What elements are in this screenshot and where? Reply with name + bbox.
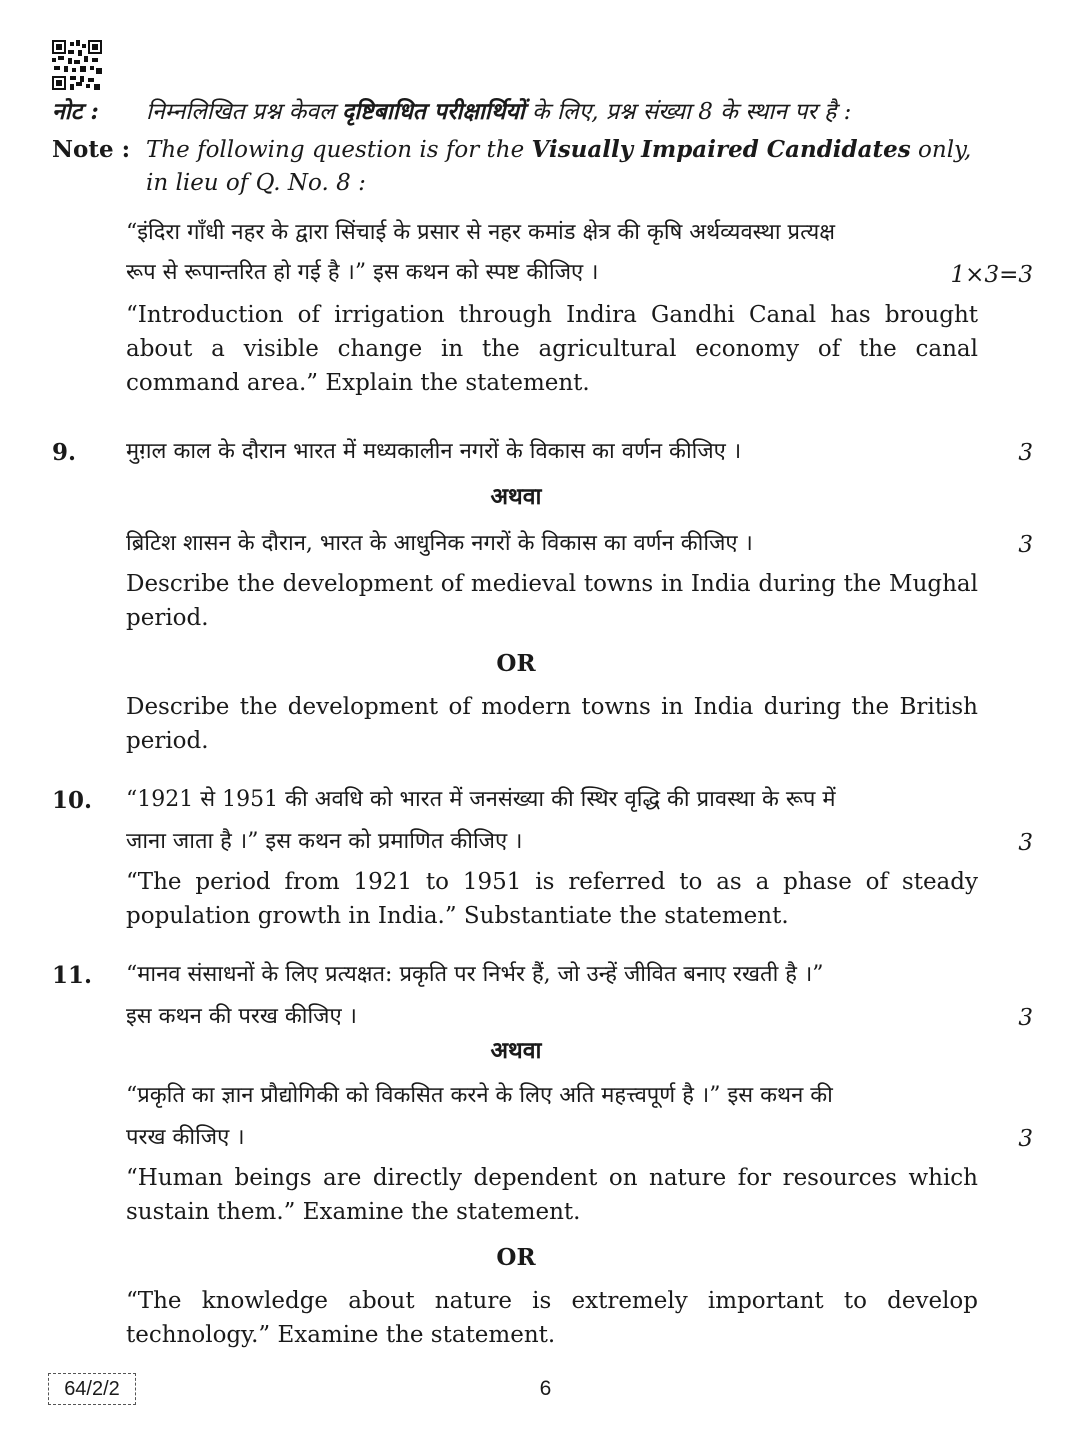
q11-english-a: “Human beings are directly dependent on nature for resources which sustain them.” Examine the statement. [126, 1165, 978, 1225]
q9-hindi-b: ब्रिटिश शासन के दौरान, भारत के आधुनिक नगरों के विकास का वर्णन कीजिए । [126, 531, 753, 556]
q9-or: OR [496, 650, 536, 677]
note-text-english-line1 [146, 134, 971, 166]
note-label-english: Note : [52, 136, 131, 163]
q9-english-b: Describe the development of modern towns in India during the British period. [126, 694, 978, 754]
q9-athva: अथवा [490, 483, 542, 510]
q11-english-b: “The knowledge about nature is extremely important to develop technology.” Examine the statement. [126, 1288, 978, 1348]
vi-question-marks: 1×3=3 [950, 262, 1033, 288]
q11-hindi-a-line2: इस कथन की परख कीजिए । [126, 1004, 358, 1029]
q11-marks-b: 3 [1018, 1126, 1033, 1152]
paper-code: 64/2/2 [48, 1373, 136, 1405]
qr-code-icon [52, 40, 102, 90]
q11-hindi-a-line1: “मानव संसाधनों के लिए प्रत्यक्षत: प्रकृति पर निर्भर हैं, जो उन्हें जीवित बनाए रखती है ।” [126, 962, 824, 987]
q10-marks: 3 [1018, 830, 1033, 856]
note-text-hindi [146, 96, 851, 128]
note-english-pre: The following question is for the [146, 137, 532, 163]
q11-hindi-b-line1: “प्रकृति का ज्ञान प्रौद्योगिकी को विकसित करने के लिए अति महत्त्वपूर्ण है ।” इस कथन की [126, 1083, 833, 1108]
q9-marks-b: 3 [1018, 532, 1033, 558]
page-number: 6 [539, 1377, 552, 1400]
question-number-9: 9. [52, 439, 77, 466]
note-text-english-line2: in lieu of Q. No. 8 : [146, 170, 366, 196]
vi-question-hindi-line1: “इंदिरा गाँधी नहर के द्वारा सिंचाई के प्रसार से नहर कमांड क्षेत्र की कृषि अर्थव्यवस्था प्रत्यक्ष [126, 220, 835, 245]
q11-marks-a: 3 [1018, 1005, 1033, 1031]
vi-question-hindi-line2: रूप से रूपान्तरित हो गई है ।” इस कथन को स्पष्ट कीजिए । [126, 260, 599, 285]
note-hindi-pre: निम्नलिखित प्रश्न केवल [146, 99, 342, 125]
note-english-post: only, [910, 137, 972, 163]
q10-hindi-line2: जाना जाता है ।” इस कथन को प्रमाणित कीजिए । [126, 829, 523, 854]
note-hindi-post: के लिए, प्रश्न संख्या 8 के स्थान पर है : [524, 99, 852, 125]
q11-hindi-b-line2: परख कीजिए । [126, 1125, 245, 1150]
q10-english: “The period from 1921 to 1951 is referred to as a phase of steady population growth in India.” Substantiate the statement. [126, 869, 978, 929]
note-english-bold: Visually Impaired Candidates [531, 136, 911, 163]
q9-english-a: Describe the development of medieval towns in India during the Mughal period. [126, 571, 978, 631]
question-number-10: 10. [52, 787, 93, 814]
q11-or: OR [496, 1244, 536, 1271]
q9-hindi-a: मुग़ल काल के दौरान भारत में मध्यकालीन नगरों के विकास का वर्णन कीजिए । [126, 439, 742, 464]
q10-hindi-line1: “1921 से 1951 की अवधि को भारत में जनसंख्या की स्थिर वृद्धि की प्रावस्था के रूप में [126, 787, 836, 812]
note-label-hindi: नोट : [52, 98, 99, 125]
q9-marks-a: 3 [1018, 440, 1033, 466]
q11-athva: अथवा [490, 1037, 542, 1064]
vi-question-english: “Introduction of irrigation through Indira Gandhi Canal has brought about a visible change in the agricultural economy of the canal command area.” Explain the statement. [126, 302, 978, 396]
question-number-11: 11. [52, 962, 93, 989]
note-hindi-bold: दृष्टिबाधित परीक्षार्थियों [342, 98, 525, 125]
